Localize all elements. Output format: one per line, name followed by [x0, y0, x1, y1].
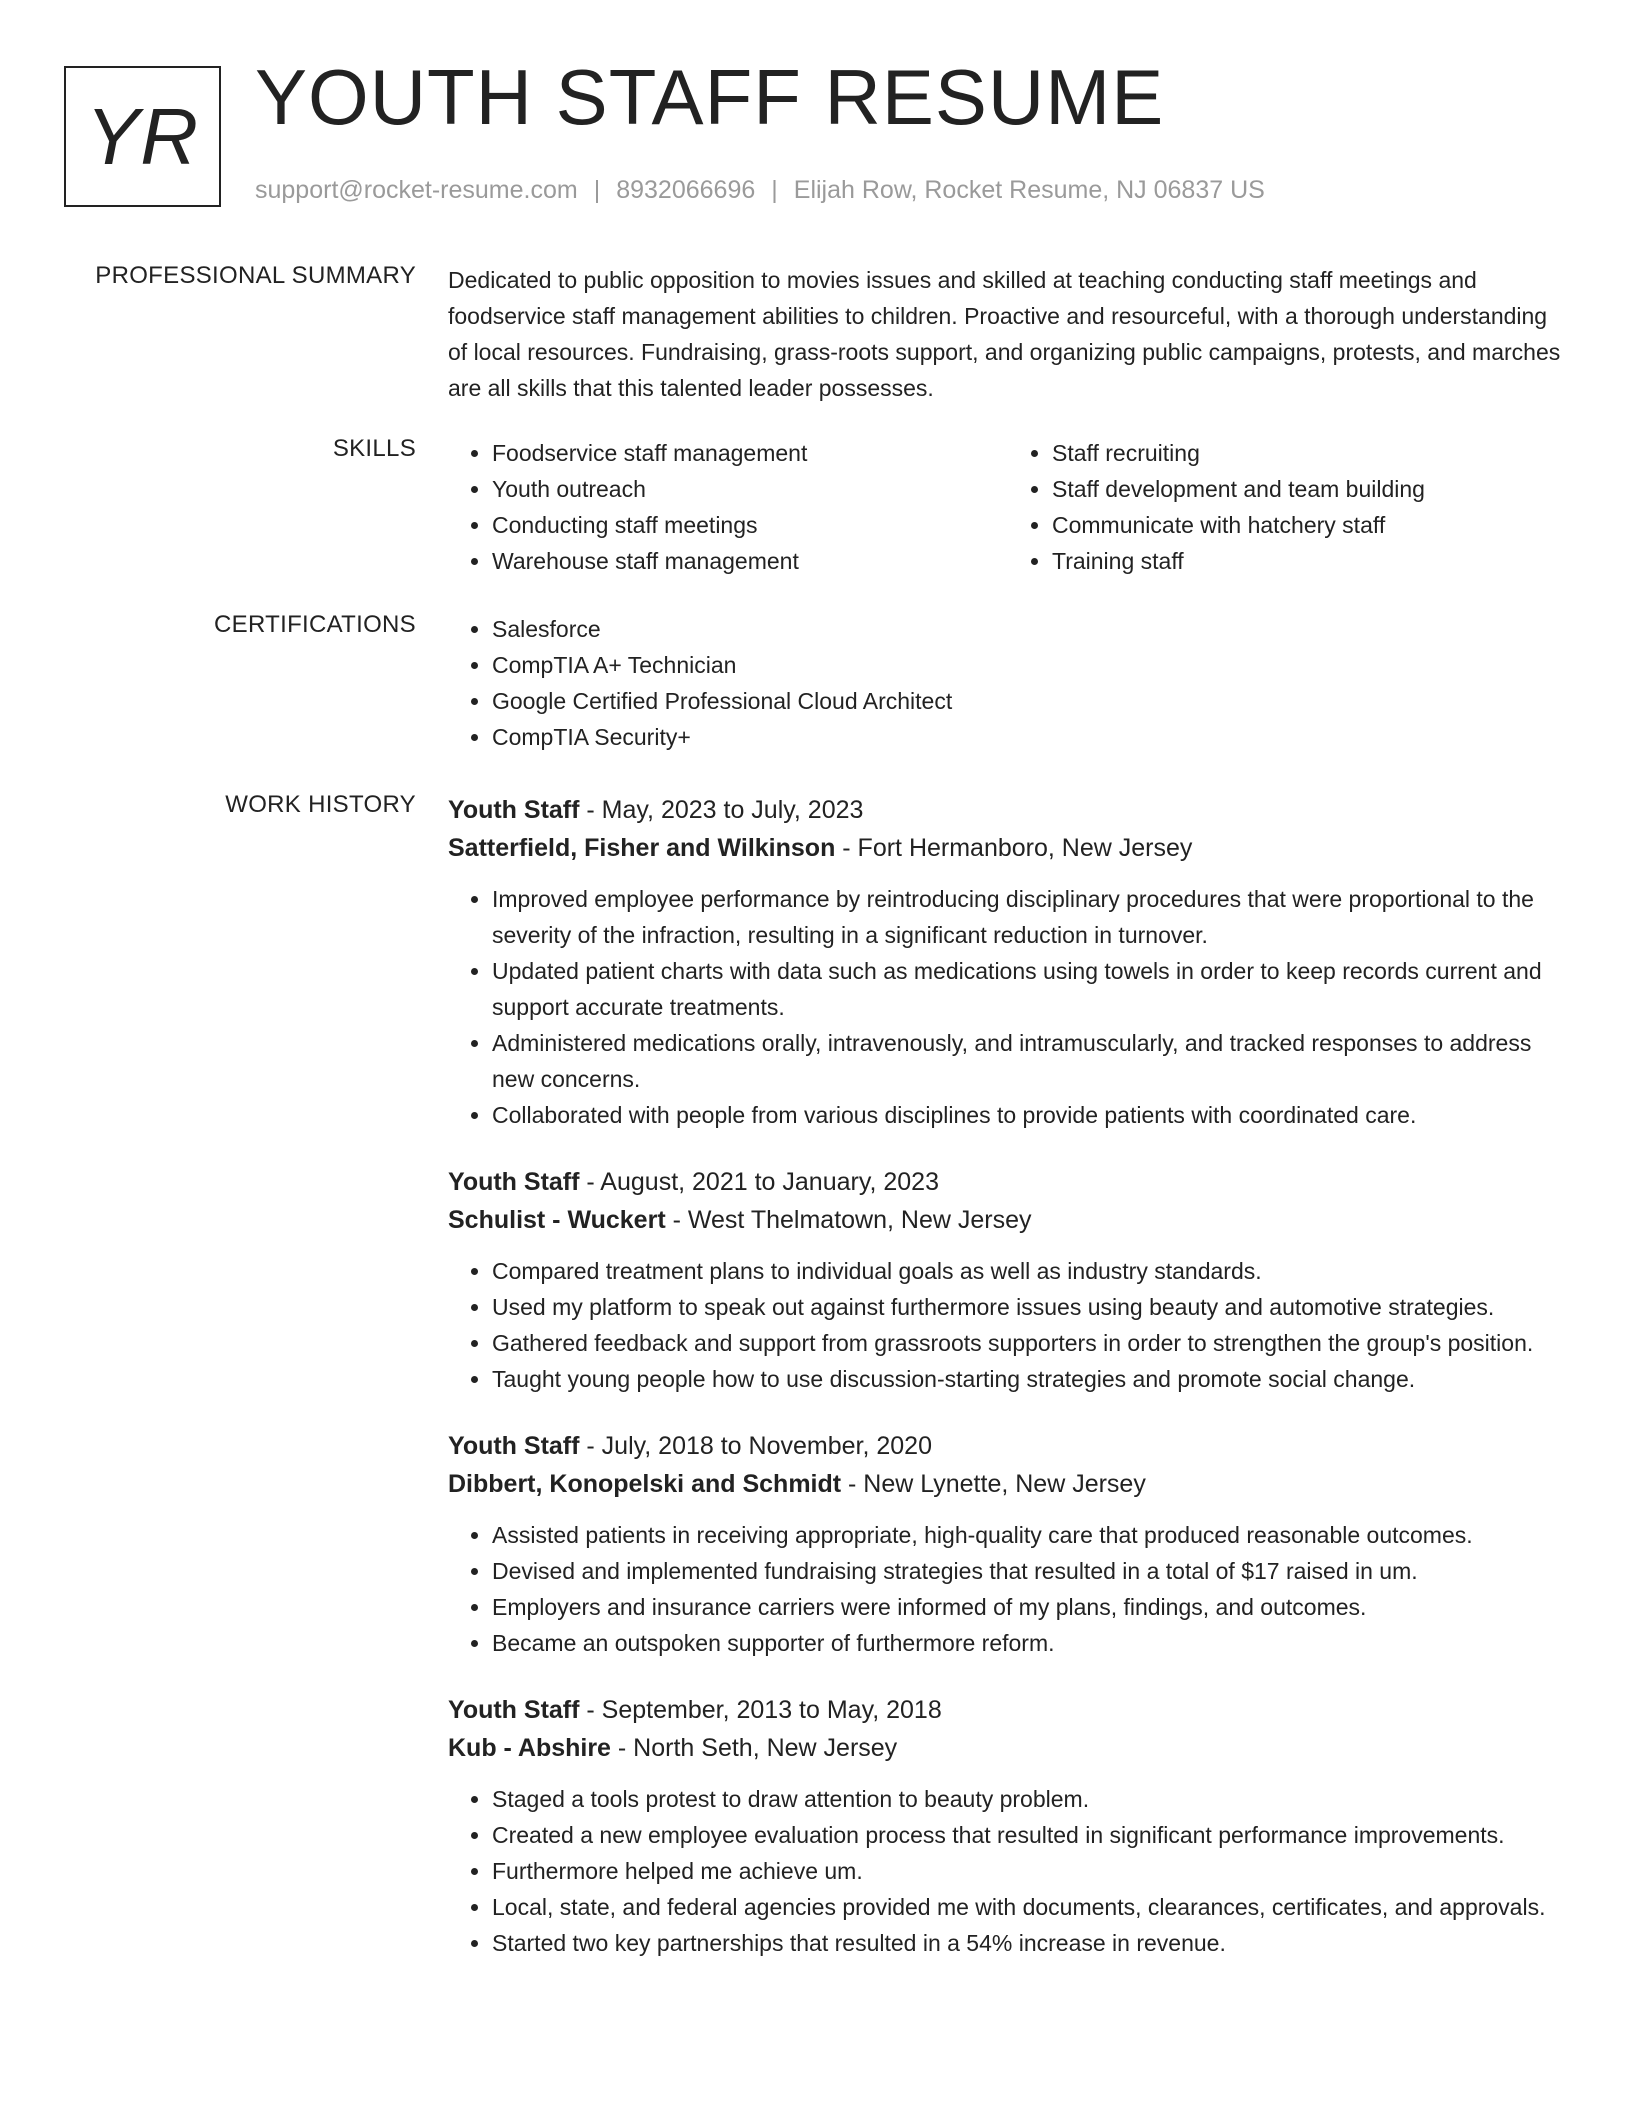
- contact-address: Elijah Row, Rocket Resume, NJ 06837 US: [793, 176, 1265, 204]
- certification-item: • Google Certified Professional Cloud Architect: [492, 683, 1568, 719]
- certification-item: • CompTIA Security+: [492, 719, 1568, 755]
- job-title: Youth Staff: [448, 1168, 580, 1196]
- resume-title: YOUTH STAFF RESUME: [255, 53, 1165, 141]
- job-heading: [448, 1427, 1568, 1465]
- certification-item: • Salesforce: [492, 611, 1568, 647]
- job-entry: [448, 1163, 1568, 1397]
- skill-item: • Youth outreach: [492, 471, 1008, 507]
- job-company: Schulist - Wuckert: [448, 1206, 666, 1234]
- skills-list-right: [1008, 435, 1568, 579]
- skill-item: • Communicate with hatchery staff: [1052, 507, 1568, 543]
- job-bullet: • Assisted patients in receiving appropriate, high-quality care that produced reasonable outcomes.: [492, 1517, 1568, 1553]
- job-location: - West Thelmatown, New Jersey: [665, 1206, 1032, 1234]
- job-bullet: • Updated patient charts with data such as medications using towels in order to keep records current and support accurate treatments.: [492, 953, 1568, 1025]
- section-heading-certifications: CERTIFICATIONS: [214, 611, 416, 638]
- skill-item: • Staff recruiting: [1052, 435, 1568, 471]
- job-dates: - May, 2023 to July, 2023: [579, 796, 864, 824]
- summary-text: Dedicated to public opposition to movies issues and skilled at teaching conducting staff meetings and foodservice staff management abilities to children. Proactive and resourceful, with a thorough understanding of local resources. Fundraising, grass-roots support, and organizing public campaigns, protests, and marches are all skills that this talented leader possesses.: [448, 267, 1561, 401]
- contact-email[interactable]: support@rocket-resume.com: [255, 176, 578, 204]
- monogram-logo: YR: [64, 66, 221, 207]
- skill-item: • Conducting staff meetings: [492, 507, 1008, 543]
- contact-separator: |: [771, 176, 778, 204]
- job-bullet: • Administered medications orally, intravenously, and intramuscularly, and tracked responses to address new concerns.: [492, 1025, 1568, 1097]
- certifications-body: [448, 611, 1568, 755]
- section-heading-skills: SKILLS: [332, 435, 416, 462]
- contact-line: [255, 176, 1265, 205]
- job-bullet: • Collaborated with people from various disciplines to provide patients with coordinated care.: [492, 1097, 1568, 1133]
- skill-item: • Training staff: [1052, 543, 1568, 579]
- skills-list-left: [448, 435, 1008, 579]
- job-heading: [448, 1691, 1568, 1729]
- certification-item: • CompTIA A+ Technician: [492, 647, 1568, 683]
- job-entry: [448, 1691, 1568, 1961]
- job-heading: [448, 1163, 1568, 1201]
- job-company: Satterfield, Fisher and Wilkinson: [448, 834, 836, 862]
- job-employer: [448, 1201, 1568, 1239]
- job-bullet: • Gathered feedback and support from grassroots supporters in order to strengthen the group's position.: [492, 1325, 1568, 1361]
- job-company: Kub - Abshire: [448, 1734, 611, 1762]
- job-dates: - July, 2018 to November, 2020: [579, 1432, 932, 1460]
- skill-item: • Foodservice staff management: [492, 435, 1008, 471]
- job-bullet: • Devised and implemented fundraising strategies that resulted in a total of $17 raised in um.: [492, 1553, 1568, 1589]
- job-title: Youth Staff: [448, 1432, 580, 1460]
- job-location: - North Seth, New Jersey: [610, 1734, 898, 1762]
- job-bullet: • Local, state, and federal agencies provided me with documents, clearances, certificates, and approvals.: [492, 1889, 1568, 1925]
- job-company: Dibbert, Konopelski and Schmidt: [448, 1470, 842, 1498]
- job-bullet: • Taught young people how to use discussion-starting strategies and promote social change.: [492, 1361, 1568, 1397]
- job-bullet: • Improved employee performance by reintroducing disciplinary procedures that were proportional to the severity of the infraction, resulting in a significant reduction in turnover.: [492, 881, 1568, 953]
- job-heading: [448, 791, 1568, 829]
- job-bullets: [448, 1517, 1568, 1661]
- job-bullet: • Furthermore helped me achieve um.: [492, 1853, 1568, 1889]
- section-heading-work-history: WORK HISTORY: [225, 791, 416, 818]
- job-entry: [448, 1427, 1568, 1661]
- job-title: Youth Staff: [448, 1696, 580, 1724]
- job-dates: - September, 2013 to May, 2018: [579, 1696, 942, 1724]
- contact-phone[interactable]: 8932066696: [616, 176, 756, 204]
- section-heading-summary: PROFESSIONAL SUMMARY: [95, 262, 416, 289]
- skill-item: • Staff development and team building: [1052, 471, 1568, 507]
- job-bullets: [448, 1253, 1568, 1397]
- job-bullets: [448, 1781, 1568, 1961]
- summary-body: [448, 262, 1568, 406]
- job-employer: [448, 1465, 1568, 1503]
- job-bullet: • Created a new employee evaluation process that resulted in significant performance improvements.: [492, 1817, 1568, 1853]
- job-bullet: • Employers and insurance carriers were informed of my plans, findings, and outcomes.: [492, 1589, 1568, 1625]
- job-title: Youth Staff: [448, 796, 580, 824]
- skills-columns: [448, 435, 1568, 579]
- certifications-list: [448, 611, 1568, 755]
- job-location: - New Lynette, New Jersey: [841, 1470, 1146, 1498]
- job-bullet: • Started two key partnerships that resulted in a 54% increase in revenue.: [492, 1925, 1568, 1961]
- job-bullet: • Used my platform to speak out against furthermore issues using beauty and automotive strategies.: [492, 1289, 1568, 1325]
- job-bullet: • Staged a tools protest to draw attention to beauty problem.: [492, 1781, 1568, 1817]
- job-location: - Fort Hermanboro, New Jersey: [835, 834, 1193, 862]
- job-employer: [448, 1729, 1568, 1767]
- job-dates: - August, 2021 to January, 2023: [579, 1168, 939, 1196]
- job-bullets: [448, 881, 1568, 1133]
- job-bullet: • Became an outspoken supporter of furthermore reform.: [492, 1625, 1568, 1661]
- work-history-body: [448, 791, 1568, 1991]
- job-bullet: • Compared treatment plans to individual goals as well as industry standards.: [492, 1253, 1568, 1289]
- job-employer: [448, 829, 1568, 867]
- skill-item: • Warehouse staff management: [492, 543, 1008, 579]
- job-entry: [448, 791, 1568, 1133]
- contact-separator: |: [593, 176, 601, 204]
